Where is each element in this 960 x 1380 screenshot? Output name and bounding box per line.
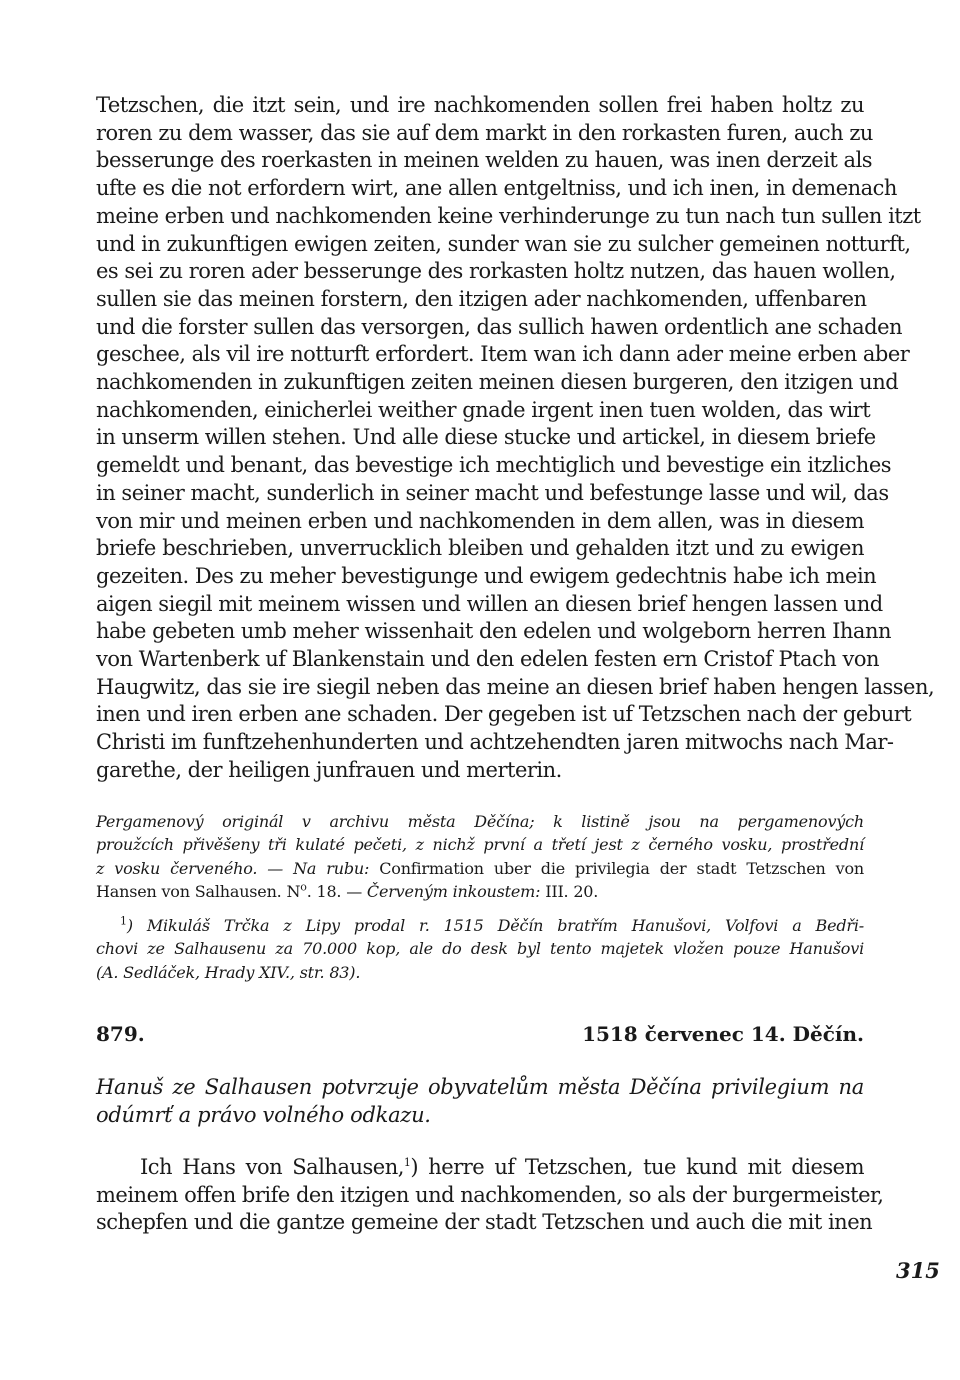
body-line: und in zukunftigen ewigen zeiten, sunder wan sie zu sulcher gemeinen notturft, <box>96 231 911 256</box>
body-line: nachkomenden in zukunftigen zeiten meinen diesen burgeren, den itzigen und <box>96 370 899 395</box>
note-text: Červeným inkoustem: <box>366 882 541 902</box>
note-text: Confirmation uber die privilegia der stadt Tetzschen von <box>369 858 864 878</box>
body-line: garethe, der heiligen junfrauen und merterin. <box>96 757 562 782</box>
note-line <box>96 857 864 881</box>
body-line: gezeiten. Des zu meher bevestigunge und ewigem gedechtnis habe ich mein <box>96 563 877 588</box>
body-line: nachkomenden, einicherlei weither gnade irgent inen tuen wolden, das wirt <box>96 397 871 422</box>
document-heading <box>96 1022 864 1046</box>
document-page <box>96 92 940 1283</box>
charter-text-continuation <box>96 92 935 785</box>
document-number: 879. <box>96 1022 145 1046</box>
body-line: geschee, als vil ire notturft erfordert. Item wan ich dann ader meine erben aber <box>96 342 910 367</box>
charter-text-start <box>96 1154 884 1237</box>
note-line <box>96 880 864 904</box>
body-line: aigen siegil mit meinem wissen und willen an diesen brief hengen lassen und <box>96 591 883 616</box>
body-line: besserunge des roerkasten in meinen welden zu hauen, was inen derzeit als <box>96 148 873 173</box>
note-line <box>96 810 864 834</box>
body-line: in unserm willen stehen. Und alle diese stucke und artickel, in diesem briefe <box>96 425 876 450</box>
footnote-text: chovi ze Salhausenu za 70.000 kop, ale do desk byl tento majetek vložen pouze Hanušovi <box>96 939 864 959</box>
footnote <box>96 914 864 985</box>
footnote-line <box>96 961 864 985</box>
footnote-text: (A. Sedláček, Hrady XIV., str. 83). <box>96 962 361 982</box>
body-line: von Wartenberk uf Blankenstain und den edelen festen ern Cristof Ptach von <box>96 647 880 672</box>
body-line: habe gebeten umb meher wissenhait den edelen und wolgeborn herren Ihann <box>96 619 891 644</box>
archival-note <box>96 810 864 904</box>
body-line: es sei zu roren ader besserunge des rorkasten holtz nutzen, das hauen wollen, <box>96 259 896 284</box>
note-line <box>96 833 864 857</box>
superscript: o <box>300 880 307 894</box>
footnote-line <box>96 937 864 961</box>
note-text: . 18. — <box>306 882 367 902</box>
body-line: meine erben und nachkomenden keine verhinderunge zu tun nach tun sullen itzt <box>96 203 921 228</box>
body-line: schepfen und die gantze gemeine der stadt Tetzschen und auch die mit inen <box>96 1210 873 1235</box>
body-line: gemeldt und benant, das bevestige ich mechtiglich und bevestige ein itzliches <box>96 453 892 478</box>
summary-line: Hanuš ze Salhausen potvrzuje obyvatelům města Děčína privilegium na <box>96 1075 864 1099</box>
body-line: von mir und meinen erben und nachkomenden in dem allen, was in diesem <box>96 508 864 533</box>
body-text: ) herre uf Tetzschen, tue kund mit diesem <box>410 1155 864 1179</box>
body-line <box>96 1154 864 1182</box>
body-line: roren zu dem wasser, das sie auf dem markt in den rorkasten furen, auch zu <box>96 120 873 145</box>
note-text: Pergamenový originál v archivu města Děčína; k listině jsou na pergamenových <box>96 811 864 831</box>
footnote-marker: 1 <box>403 1156 411 1169</box>
body-text: Ich Hans von Salhausen, <box>140 1155 404 1179</box>
note-text: proužcích přivěšeny tři kulaté pečeti, z nichž první a třetí jest z černého vosku, prostřední <box>96 835 864 855</box>
footnote-marker: 1 <box>120 914 127 928</box>
document-date-place: 1518 červenec 14. Děčín. <box>582 1022 864 1046</box>
page-number: 315 <box>896 1258 940 1283</box>
body-line: und die forster sullen das versorgen, das sullich hawen ordentlich ane schaden <box>96 314 903 339</box>
footnote-line <box>96 914 864 938</box>
body-line: Tetzschen, die itzt sein, und ire nachkomenden sollen frei haben holtz zu <box>96 93 864 117</box>
footnote-text: ) Mikuláš Trčka z Lipy prodal r. 1515 Děčín bratřím Hanušovi, Volfovi a Bedři- <box>126 915 864 935</box>
body-line: Christi im funftzehenhunderten und achtzehendten jaren mitwochs nach Mar- <box>96 730 894 755</box>
body-line: inen und iren erben ane schaden. Der gegeben ist uf Tetzschen nach der geburt <box>96 702 912 727</box>
body-line: meinem offen brife den itzigen und nachkomenden, so als der burgermeister, <box>96 1182 884 1207</box>
body-line: in seiner macht, sunderlich in seiner macht und befestunge lasse und wil, das <box>96 480 889 505</box>
body-line: Haugwitz, das sie ire siegil neben das meine an diesen brief haben hengen lassen, <box>96 674 935 699</box>
note-text: Hansen von Salhausen. N <box>96 882 301 902</box>
body-line: sullen sie das meinen forstern, den itzigen ader nachkomenden, uffenbaren <box>96 286 867 311</box>
summary-line: odúmrť a právo volného odkazu. <box>96 1102 431 1127</box>
body-line: briefe beschrieben, unverrucklich bleiben und gehalden itzt und zu ewigen <box>96 536 864 561</box>
document-summary <box>96 1074 864 1129</box>
body-line: ufte es die not erfordern wirt, ane allen entgeltniss, und ich inen, in demenach <box>96 176 897 201</box>
note-text: z vosku červeného. — Na rubu: <box>96 858 370 878</box>
note-text: III. 20. <box>540 882 599 902</box>
